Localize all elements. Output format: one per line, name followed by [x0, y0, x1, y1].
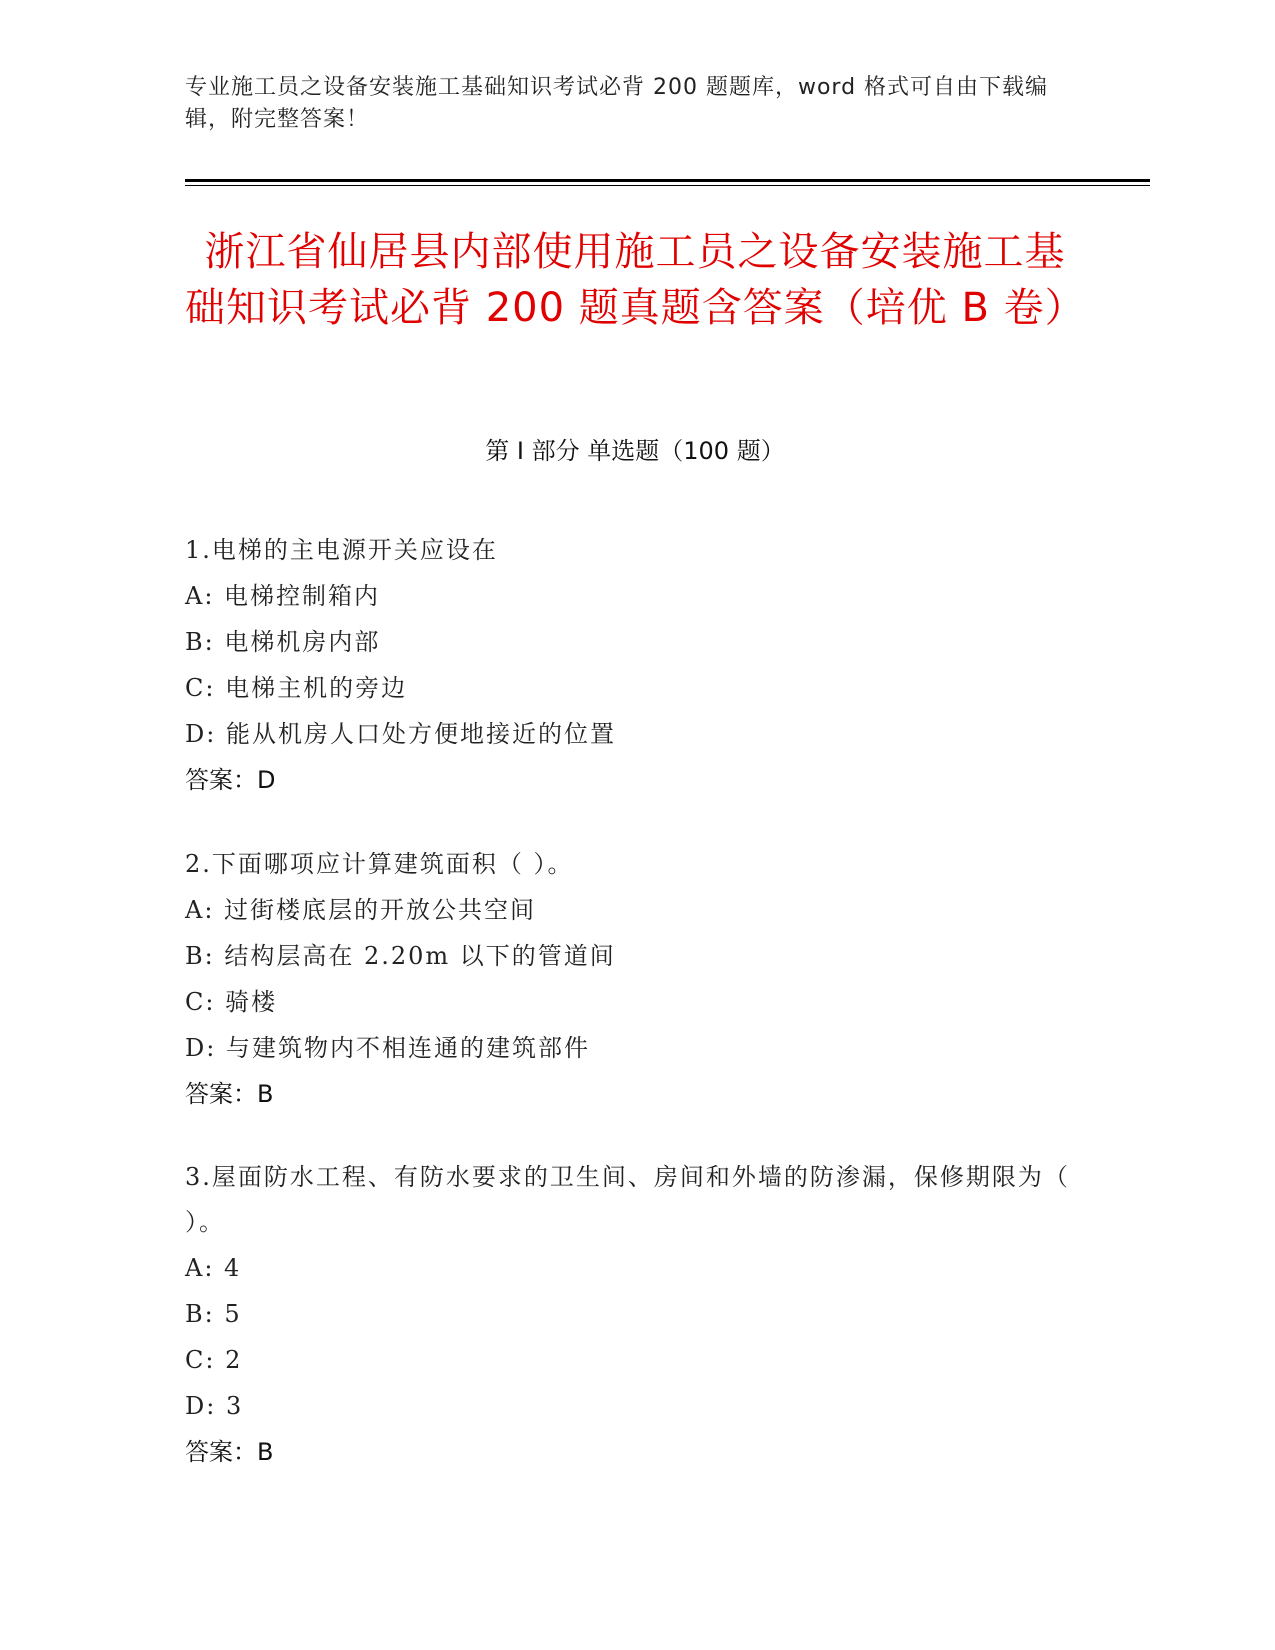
option-c: C: 电梯主机的旁边 [185, 674, 408, 702]
header-note: 专业施工员之设备安装施工基础知识考试必背 200 题题库，word 格式可自由下载编辑，附完整答案！ [185, 75, 1049, 132]
question-3 [185, 1155, 1085, 1475]
option-b: B: 结构层高在 2.20m 以下的管道间 [185, 942, 616, 970]
option-d: D: 与建筑物内不相连通的建筑部件 [185, 1034, 590, 1062]
question-stem: 2.下面哪项应计算建筑面积（ ）。 [185, 850, 574, 878]
question-stem: 3.屋面防水工程、有防水要求的卫生间、房间和外墙的防渗漏，保修期限为（ ）。 [185, 1163, 1070, 1236]
section-title: 第 I 部分 单选题（100 题） [485, 437, 785, 465]
answer-label: 答案：B [185, 1438, 274, 1466]
header-divider-thick [185, 179, 1150, 182]
option-b: B: 电梯机房内部 [185, 628, 381, 656]
answer-label: 答案：B [185, 1080, 274, 1108]
question-2 [185, 841, 1085, 1117]
option-c: C: 骑楼 [185, 988, 278, 1016]
option-c: C: 2 [185, 1346, 243, 1374]
option-a: A: 电梯控制箱内 [185, 582, 381, 610]
document-title: 浙江省仙居县内部使用施工员之设备安装施工基础知识考试必背 200 题真题含答案（培优 B 卷） [185, 229, 1086, 331]
question-list [185, 527, 1085, 1513]
option-d: D: 能从机房人口处方便地接近的位置 [185, 720, 616, 748]
option-a: A: 4 [185, 1254, 242, 1282]
question-stem: 1.电梯的主电源开关应设在 [185, 536, 498, 564]
option-a: A: 过街楼底层的开放公共空间 [185, 896, 537, 924]
answer-label: 答案：D [185, 766, 276, 794]
option-d: D: 3 [185, 1392, 244, 1420]
option-b: B: 5 [185, 1300, 242, 1328]
header-divider-thin [185, 185, 1150, 186]
question-1 [185, 527, 1085, 803]
